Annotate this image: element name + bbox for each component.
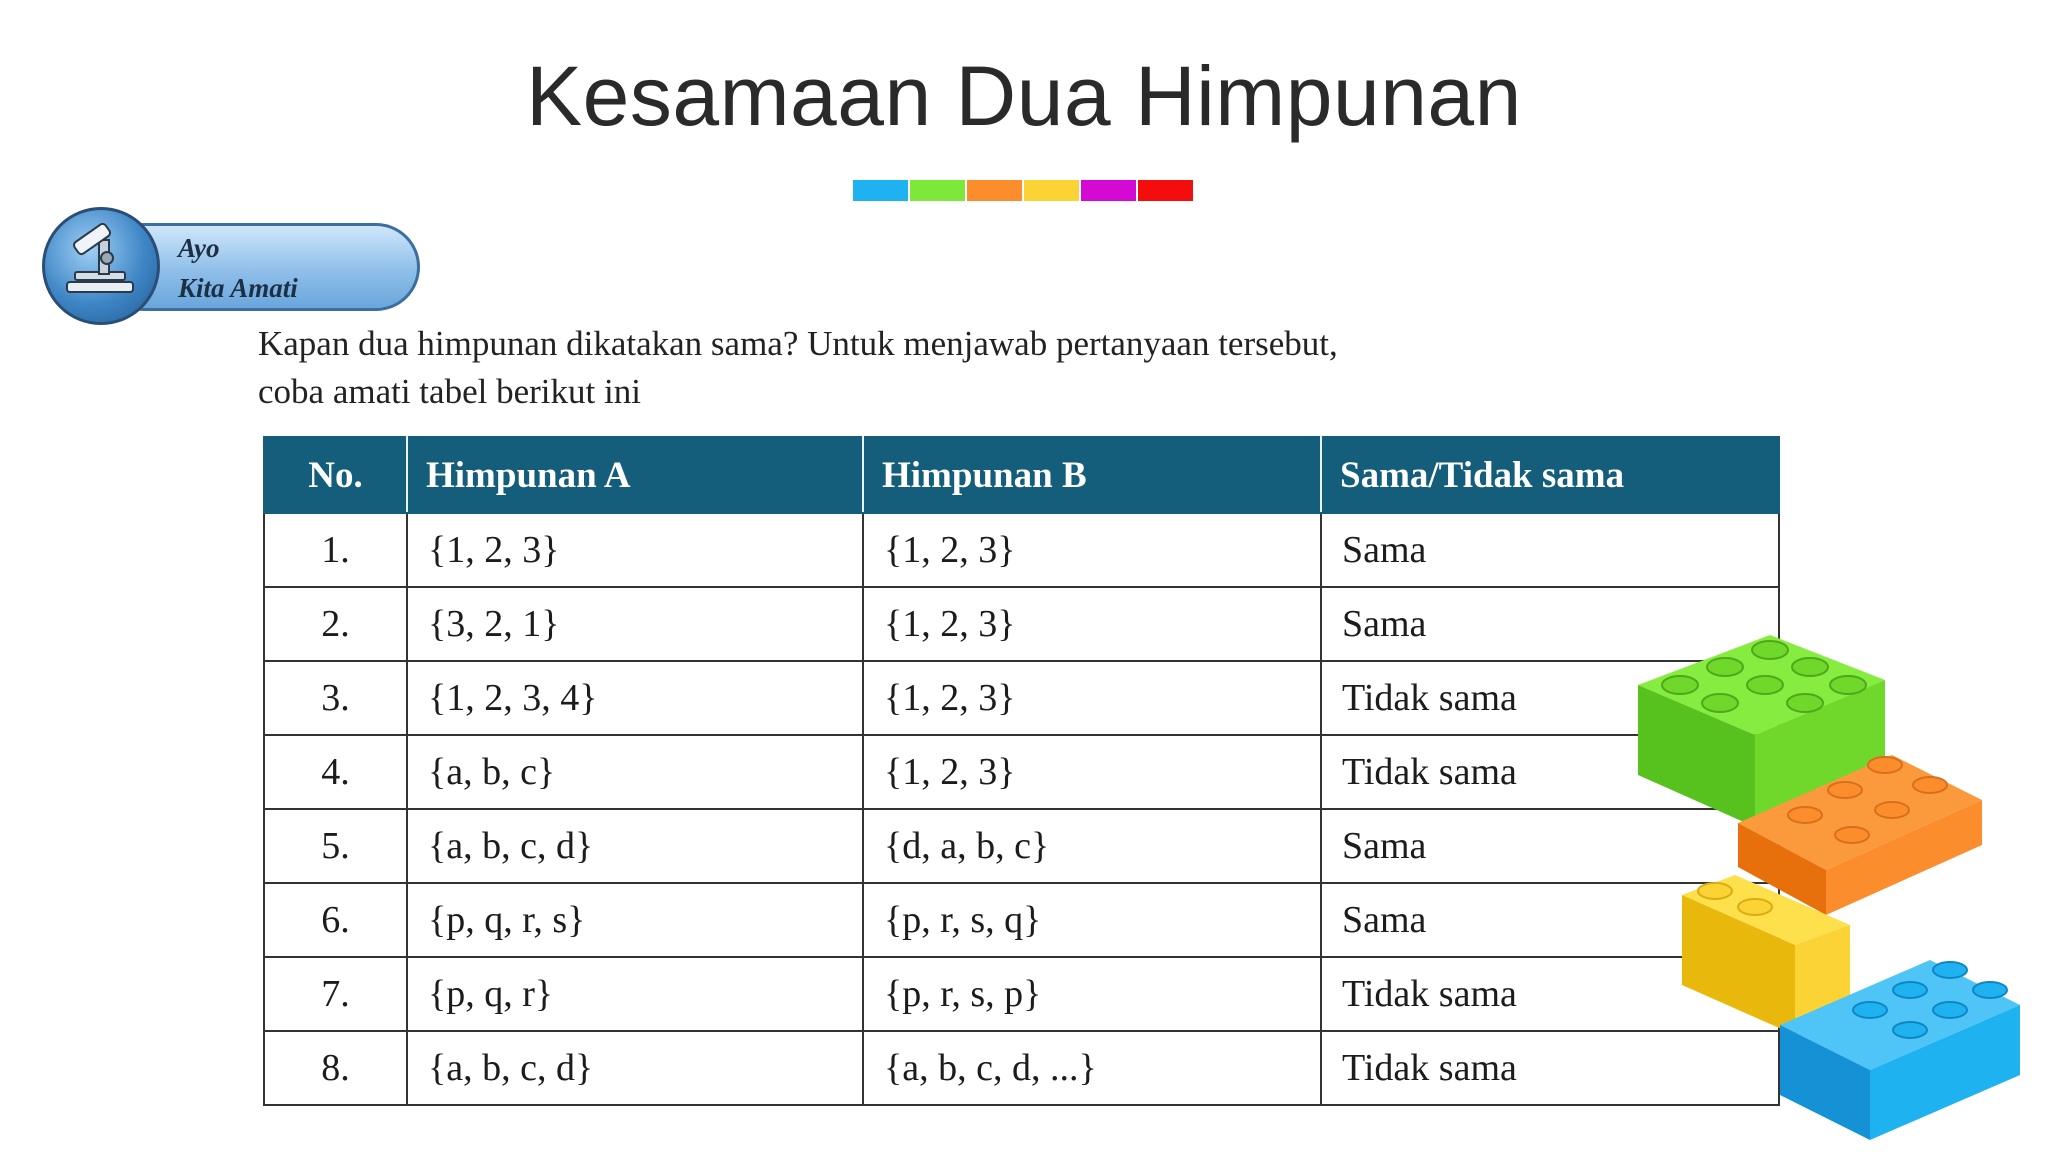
cell-himpunan-a: {1, 2, 3, 4} (407, 661, 863, 735)
cell-status: Tidak sama (1321, 957, 1779, 1031)
slide-title: Kesamaan Dua Himpunan (526, 49, 1522, 143)
table-row (264, 883, 1779, 957)
cell-himpunan-a: {a, b, c, d} (407, 1031, 863, 1105)
color-accent-bar (853, 180, 1195, 201)
toy-bricks-icon (1630, 595, 2048, 1152)
cell-status: Tidak sama (1321, 735, 1779, 809)
accent-swatch (1081, 180, 1136, 201)
cell-himpunan-b: {d, a, b, c} (863, 809, 1321, 883)
table-row (264, 661, 1779, 735)
intro-paragraph (258, 320, 1658, 416)
table-row (264, 587, 1779, 661)
table-row (264, 1031, 1779, 1105)
badge-line-1: Ayo (178, 233, 220, 263)
cell-himpunan-b: {a, b, c, d, ...} (863, 1031, 1321, 1105)
intro-line-2: coba amati tabel berikut ini (258, 372, 641, 411)
cell-himpunan-b: {1, 2, 3} (863, 661, 1321, 735)
table-row (264, 735, 1779, 809)
ayo-kita-amati-badge (40, 205, 385, 325)
badge-line-2: Kita Amati (178, 273, 298, 303)
accent-swatch (967, 180, 1022, 201)
cell-no: 1. (264, 513, 407, 587)
cell-himpunan-b: {1, 2, 3} (863, 735, 1321, 809)
cell-status: Tidak sama (1321, 1031, 1779, 1105)
table-header-row (264, 437, 1779, 513)
cell-no: 2. (264, 587, 407, 661)
set-comparison-table (263, 436, 1780, 1106)
cell-himpunan-a: {1, 2, 3} (407, 513, 863, 587)
cell-status: Sama (1321, 883, 1779, 957)
cell-himpunan-a: {3, 2, 1} (407, 587, 863, 661)
table-row (264, 513, 1779, 587)
table-row (264, 957, 1779, 1031)
header-himpunan-b: Himpunan B (863, 437, 1321, 513)
accent-swatch (1024, 180, 1079, 201)
header-sama-tidak-sama: Sama/Tidak sama (1321, 437, 1779, 513)
cell-status: Sama (1321, 513, 1779, 587)
cell-himpunan-b: {p, r, s, q} (863, 883, 1321, 957)
accent-swatch (1138, 180, 1193, 201)
cell-himpunan-b: {p, r, s, p} (863, 957, 1321, 1031)
cell-himpunan-a: {p, q, r, s} (407, 883, 863, 957)
header-himpunan-a: Himpunan A (407, 437, 863, 513)
cell-himpunan-a: {a, b, c} (407, 735, 863, 809)
cell-himpunan-a: {p, q, r} (407, 957, 863, 1031)
cell-no: 3. (264, 661, 407, 735)
cell-no: 6. (264, 883, 407, 957)
cell-himpunan-b: {1, 2, 3} (863, 513, 1321, 587)
cell-no: 5. (264, 809, 407, 883)
accent-swatch (853, 180, 908, 201)
cell-status: Sama (1321, 587, 1779, 661)
cell-no: 8. (264, 1031, 407, 1105)
cell-status: Sama (1321, 809, 1779, 883)
cell-status: Tidak sama (1321, 661, 1779, 735)
microscope-icon (42, 207, 160, 325)
cell-himpunan-b: {1, 2, 3} (863, 587, 1321, 661)
cell-himpunan-a: {a, b, c, d} (407, 809, 863, 883)
cell-no: 4. (264, 735, 407, 809)
intro-line-1: Kapan dua himpunan dikatakan sama? Untuk menjawab pertanyaan tersebut, (258, 324, 1338, 363)
accent-swatch (910, 180, 965, 201)
cell-no: 7. (264, 957, 407, 1031)
header-no: No. (264, 437, 407, 513)
table-row (264, 809, 1779, 883)
